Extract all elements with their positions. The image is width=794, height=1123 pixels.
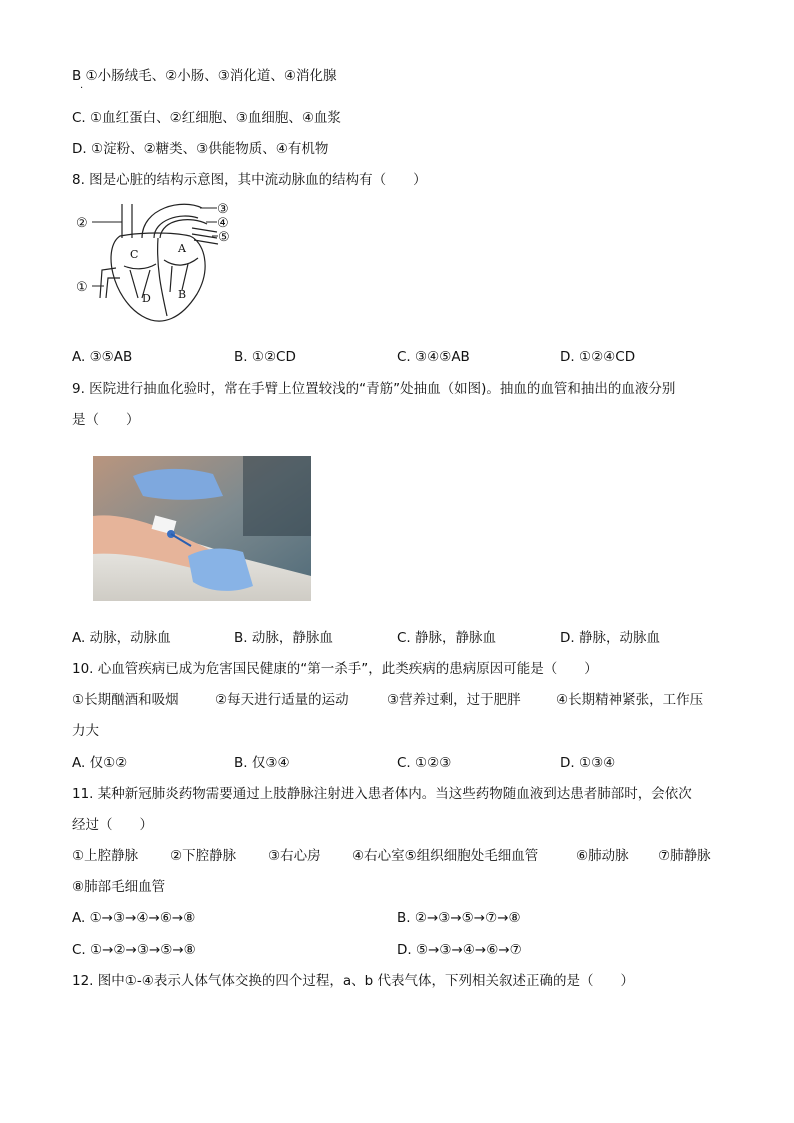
q8-stem: 8. 图是心脏的结构示意图，其中流动脉血的结构有（ ） (72, 172, 427, 188)
q10-stem: 10. 心血管疾病已成为危害国民健康的“第一杀手”，此类疾病的患病原因可能是（ ） (72, 661, 598, 677)
q10-item-4-cont: 力大 (72, 723, 99, 739)
q11-item-7: ⑦肺静脉 (658, 848, 711, 864)
q11-item-8: ⑧肺部毛细血管 (72, 879, 166, 895)
q9-option-d: D. 静脉，动脉血 (560, 630, 660, 646)
q10-item-3: ③营养过剩，过于肥胖 (387, 692, 521, 708)
q7-option-c: C. ①血红蛋白、②红细胞、③血细胞、④血浆 (72, 110, 341, 126)
q9-stem-line1: 9. 医院进行抽血化验时，常在手臂上位置较浅的“青筋”处抽血（如图)。抽血的血管和抽出的血液分别 (72, 381, 676, 397)
q7-option-b: B ①小肠绒毛、②小肠、③消化道、④消化腺 (72, 68, 337, 84)
q9-stem-line2: 是（ ） (72, 412, 140, 428)
q10-option-b: B. 仅③④ (234, 755, 290, 771)
q11-option-b: B. ②→③→⑤→⑦→⑧ (397, 910, 521, 926)
heart-label-1: ① (76, 280, 88, 295)
q8-option-a: A. ③⑤AB (72, 349, 133, 365)
heart-chamber-d: D (142, 292, 151, 305)
q11-stem-line1: 11. 某种新冠肺炎药物需要通过上肢静脉注射进入患者体内。当这些药物随血液到达患者肺部时，会依次 (72, 786, 692, 802)
q9-option-c: C. 静脉，静脉血 (397, 630, 497, 646)
q10-item-1: ①长期酗酒和吸烟 (72, 692, 179, 708)
q8-option-d: D. ①②④CD (560, 349, 636, 365)
q7-option-b-dot: · (80, 83, 84, 94)
q10-option-d: D. ①③④ (560, 755, 616, 771)
q10-option-c: C. ①②③ (397, 755, 452, 771)
blood-draw-photo (93, 456, 311, 601)
q7-option-d: D. ①淀粉、②糖类、③供能物质、④有机物 (72, 141, 329, 157)
q11-item-3: ③右心房 (268, 848, 321, 864)
heart-label-3: ③ (217, 202, 229, 217)
q11-item-1: ①上腔静脉 (72, 848, 139, 864)
heart-chamber-a: A (178, 242, 186, 255)
q11-option-a: A. ①→③→④→⑥→⑧ (72, 910, 196, 926)
heart-chamber-c: C (130, 248, 139, 261)
heart-chamber-b: B (178, 288, 187, 301)
q10-item-2: ②每天进行适量的运动 (215, 692, 349, 708)
q9-option-b: B. 动脉，静脉血 (234, 630, 333, 646)
q12-stem: 12. 图中①-④表示人体气体交换的四个过程，a、b 代表气体，下列相关叙述正确的是（ ） (72, 973, 634, 989)
q8-option-b: B. ①②CD (234, 349, 296, 365)
q11-item-6: ⑥肺动脉 (576, 848, 629, 864)
heart-diagram (72, 198, 242, 338)
q11-item-4-5: ④右心室⑤组织细胞处毛细血管 (352, 848, 539, 864)
q10-option-a: A. 仅①② (72, 755, 128, 771)
heart-label-4: ④ (217, 216, 229, 231)
heart-label-2: ② (76, 216, 88, 231)
q9-option-a: A. 动脉，动脉血 (72, 630, 171, 646)
q11-stem-line2: 经过（ ） (72, 817, 153, 833)
q11-option-c: C. ①→②→③→⑤→⑧ (72, 942, 196, 958)
q10-item-4: ④长期精神紧张，工作压 (556, 692, 704, 708)
q8-option-c: C. ③④⑤AB (397, 349, 470, 365)
q11-option-d: D. ⑤→③→④→⑥→⑦ (397, 942, 522, 958)
heart-label-5: ⑤ (218, 230, 230, 245)
q11-item-2: ②下腔静脉 (170, 848, 237, 864)
